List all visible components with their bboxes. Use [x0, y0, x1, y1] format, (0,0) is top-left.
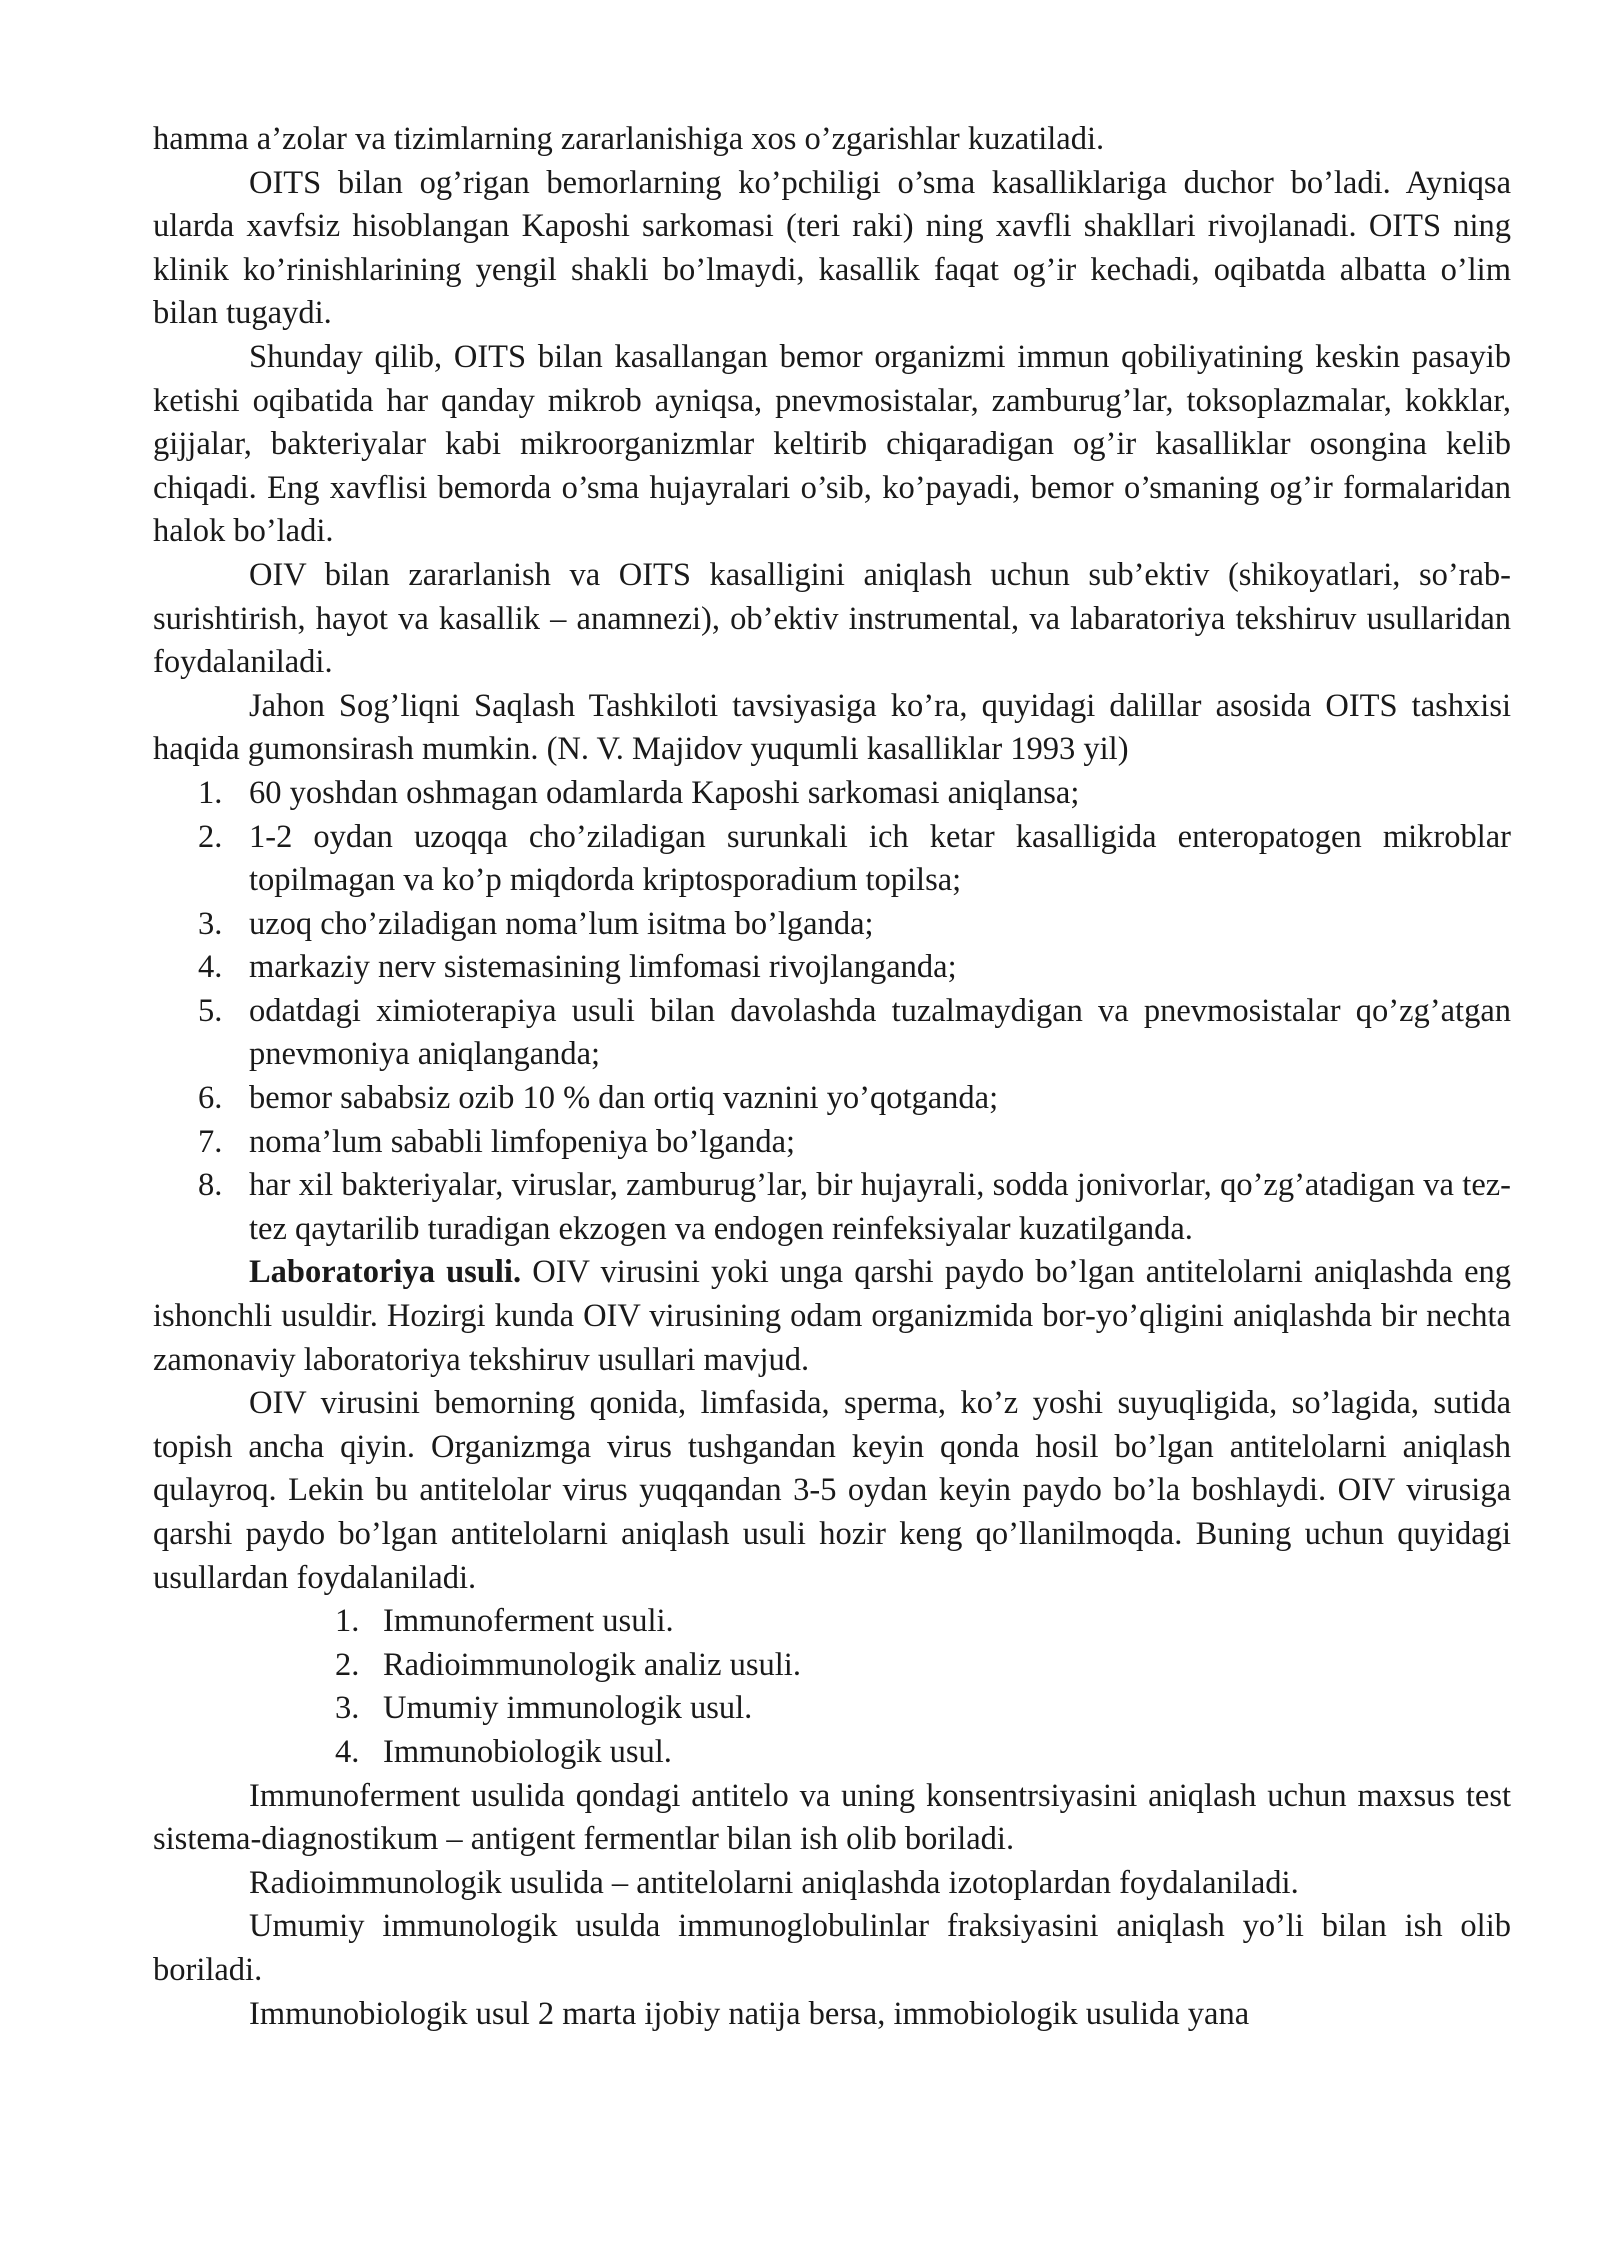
list-item-number: 5. [198, 992, 223, 1029]
list-item-number: 1. [198, 774, 223, 811]
paragraph-immune-decline: Shunday qilib, OITS bilan kasallangan bemor organizmi immun qobiliyatining keskin pasayib ketishi oqibatida har qanday mikrob ayniqsa, pnevmosistalar, zamburug’lar, toksoplazmalar, kokklar, gijjalar, bakteriyalar kabi mikroorganizmlar keltirib chiqaradigan og’ir kasalliklar osongina kelib chiqadi. Eng xavflisi bemorda o’sma hujayralari o’sib, ko’payadi, bemor o’smaning og’ir formalaridan halok bo’ladi. [153, 338, 1511, 550]
laboratory-method-text: OIV virusini yoki unga qarshi paydo bo’lgan antitelolarni aniqlashda eng ishonchli usuldir. Hozirgi kunda OIV virusining odam organizmida bor-yo’qligini aniqlashda bir nechta zamonaviy laboratoriya tekshiruv usullari mavjud. [153, 1254, 1512, 1378]
list-item-text: har xil bakteriyalar, viruslar, zamburug’lar, bir hujayrali, sodda jonivorlar, qo’zg’atadigan va tez-tez qaytarilib turadigan ekzogen va endogen reinfeksiyalar kuzatilganda. [249, 1167, 1511, 1247]
list-item-text: Umumiy immunologik usul. [383, 1690, 753, 1727]
list-item-number: 3. [335, 1690, 360, 1727]
paragraph-intro-continuation: hamma a’zolar va tizimlarning zararlanishiga xos o’zgarishlar kuzatiladi. [153, 121, 1105, 157]
list-item-text: uzoq cho’ziladigan noma’lum isitma bo’lganda; [249, 905, 874, 942]
list-item-number: 2. [198, 818, 223, 855]
list-item [153, 772, 1511, 816]
list-item-number: 2. [335, 1646, 360, 1683]
list-item-text: 60 yoshdan oshmagan odamlarda Kaposhi sarkomasi aniqlansa; [249, 774, 1080, 811]
document-page [153, 118, 1511, 2036]
list-item-number: 4. [198, 949, 223, 986]
list-item-number: 1. [335, 1603, 360, 1640]
list-item-text: markaziy nerv sistemasining limfomasi rivojlanganda; [249, 949, 957, 986]
list-item-text: bemor sababsiz ozib 10 % dan ortiq vaznini yo’qotganda; [249, 1080, 999, 1117]
list-item-text: Immunoferment usuli. [383, 1603, 674, 1640]
paragraph-immunoferment: Immunoferment usulida qondagi antitelo va uning konsentrsiyasini aniqlash uchun maxsus test sistema-diagnostikum – antigent fermentlar bilan ish olib boriladi. [153, 1777, 1511, 1858]
list-item-text: Radioimmunologik analiz usuli. [383, 1646, 801, 1683]
list-item [153, 1600, 1511, 1644]
list-item-text: Immunobiologik usul. [383, 1733, 672, 1770]
list-item-number: 4. [335, 1733, 360, 1770]
list-item [153, 946, 1511, 990]
laboratory-method-heading: Laboratoriya usuli. [249, 1254, 522, 1291]
paragraph-radioimmunologic: Radioimmunologik usulida – antitelolarni aniqlashda izotoplardan foydalaniladi. [249, 1864, 1299, 1901]
list-item-text: odatdagi ximioterapiya usuli bilan davolashda tuzalmaydigan va pnevmosistalar qo’zg’atgan pnevmoniya aniqlanganda; [249, 992, 1511, 1073]
methods-list [153, 1600, 1511, 1774]
list-item-text: noma’lum sababli limfopeniya bo’lganda; [249, 1123, 796, 1160]
list-item [153, 1731, 1511, 1775]
paragraph-diagnosis-methods: OIV bilan zararlanish va OITS kasalligini aniqlash uchun sub’ektiv (shikoyatlari, so’rab-surishtirish, hayot va kasallik – anamnezi), ob’ektiv instrumental, va labaratoriya tekshiruv usullaridan foydalaniladi. [153, 556, 1511, 681]
list-item [153, 903, 1511, 947]
list-item-number: 6. [198, 1080, 223, 1117]
paragraph-antibody-detection: OIV virusini bemorning qonida, limfasida, sperma, ko’z yoshi suyuqligida, so’lagida, sutida topish ancha qiyin. Organizmga virus tushgandan keyin qonda hosil bo’lgan antitelolarni aniqlash qulayroq. Lekin bu antitelolar virus yuqqandan 3-5 oydan keyin paydo bo’la boshlaydi. OIV virusiga qarshi paydo bo’lgan antitelolarni aniqlash usuli hozir keng qo’llanilmoqda. Buning uchun quyidagi usullardan foydalaniladi. [153, 1385, 1511, 1596]
list-item [153, 990, 1511, 1077]
criteria-list [153, 772, 1511, 1252]
list-item-text: 1-2 oydan uzoqqa cho’ziladigan surunkali ich ketar kasalligida enteropatogen mikroblar topilmagan va ko’p miqdorda kriptosporadium topilsa; [249, 818, 1511, 899]
list-item [153, 1687, 1511, 1731]
paragraph-laboratory-method [153, 1251, 1511, 1382]
list-item [153, 1164, 1511, 1251]
list-item-number: 8. [198, 1167, 223, 1204]
list-item-number: 3. [198, 905, 223, 942]
paragraph-immunobiologic: Immunobiologik usul 2 marta ijobiy natija bersa, immobiologik usulida yana [249, 1995, 1250, 2032]
paragraph-who-criteria: Jahon Sog’liqni Saqlash Tashkiloti tavsiyasiga ko’ra, quyidagi dalillar asosida OITS tashxisi haqida gumonsirash mumkin. (N. V. Majidov yuqumli kasalliklar 1993 yil) [153, 687, 1511, 768]
list-item [153, 1121, 1511, 1165]
paragraph-tumors: OITS bilan og’rigan bemorlarning ko’pchiligi o’sma kasalliklariga duchor bo’ladi. Ayniqsa ularda xavfsiz hisoblangan Kaposhi sarkomasi (teri raki) ning xavfli shakllari rivojlanadi. OITS ning klinik ko’rinishlarining yengil shakli bo’lmaydi, kasallik faqat og’ir kechadi, oqibatda albatta o’lim bilan tugaydi. [153, 164, 1511, 332]
list-item [153, 1644, 1511, 1688]
paragraph-general-immunologic: Umumiy immunologik usulda immunoglobulinlar fraksiyasini aniqlash yo’li bilan ish olib boriladi. [153, 1908, 1511, 1988]
list-item [153, 1077, 1511, 1121]
list-item-number: 7. [198, 1123, 223, 1160]
list-item [153, 816, 1511, 903]
